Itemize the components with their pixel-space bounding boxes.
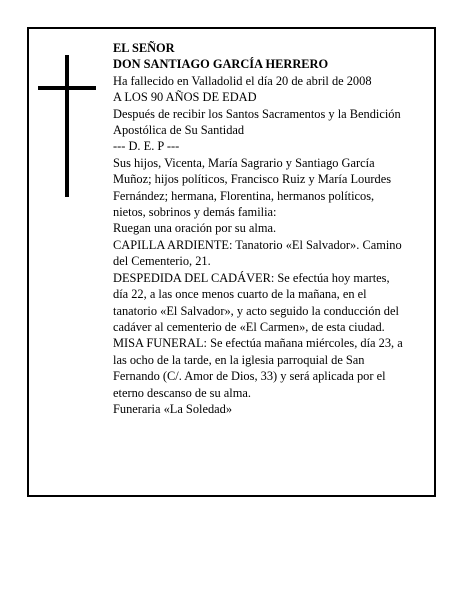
funeral-mass-details: MISA FUNERAL: Se efectúa mañana miércoles, día 23, a las ocho de la tarde, en la iglesia parroquial de San Fernando (C/. Amor de Dios, 33) y será aplicada por el eterno descanso de su alma.: [113, 336, 403, 400]
cross-vertical-bar: [65, 55, 69, 197]
cross-horizontal-bar: [38, 86, 96, 90]
obituary-title: EL SEÑOR: [113, 41, 175, 55]
deceased-name: DON SANTIAGO GARCÍA HERRERO: [113, 57, 329, 72]
prayer-request: Ruegan una oración por su alma.: [113, 221, 277, 236]
sacraments-note: Después de recibir los Santos Sacramentos y la Bendición Apostólica de Su Santidad: [113, 106, 401, 138]
rest-in-peace: --- D. E. P ---: [113, 139, 180, 154]
family-list: Sus hijos, Vicenta, María Sagrario y Santiago García Muñoz; hijos políticos, Francisco Ruiz y María Lourdes Fernández; hermana, Florentina, hermanos políticos, nietos, sobrinos y demás familia:: [113, 155, 392, 220]
age-at-death: A LOS 90 AÑOS DE EDAD: [113, 90, 257, 105]
chapel-details: CAPILLA ARDIENTE: Tanatorio «El Salvador». Camino del Cementerio, 21.: [113, 237, 402, 269]
death-announcement: Ha fallecido en Valladolid el día 20 de abril de 2008: [113, 73, 372, 88]
latin-cross-icon: [38, 55, 96, 197]
obituary-text-block: [113, 40, 403, 417]
farewell-details: DESPEDIDA DEL CADÁVER: Se efectúa hoy martes, día 22, a las once menos cuarto de la mañana, en el tanatorio «El Salvador», y acto seguido la conducción del cadáver al cementerio de «El Carmen», de esta ciudad.: [113, 270, 399, 334]
funeral-home: Funeraria «La Soledad»: [113, 401, 233, 416]
